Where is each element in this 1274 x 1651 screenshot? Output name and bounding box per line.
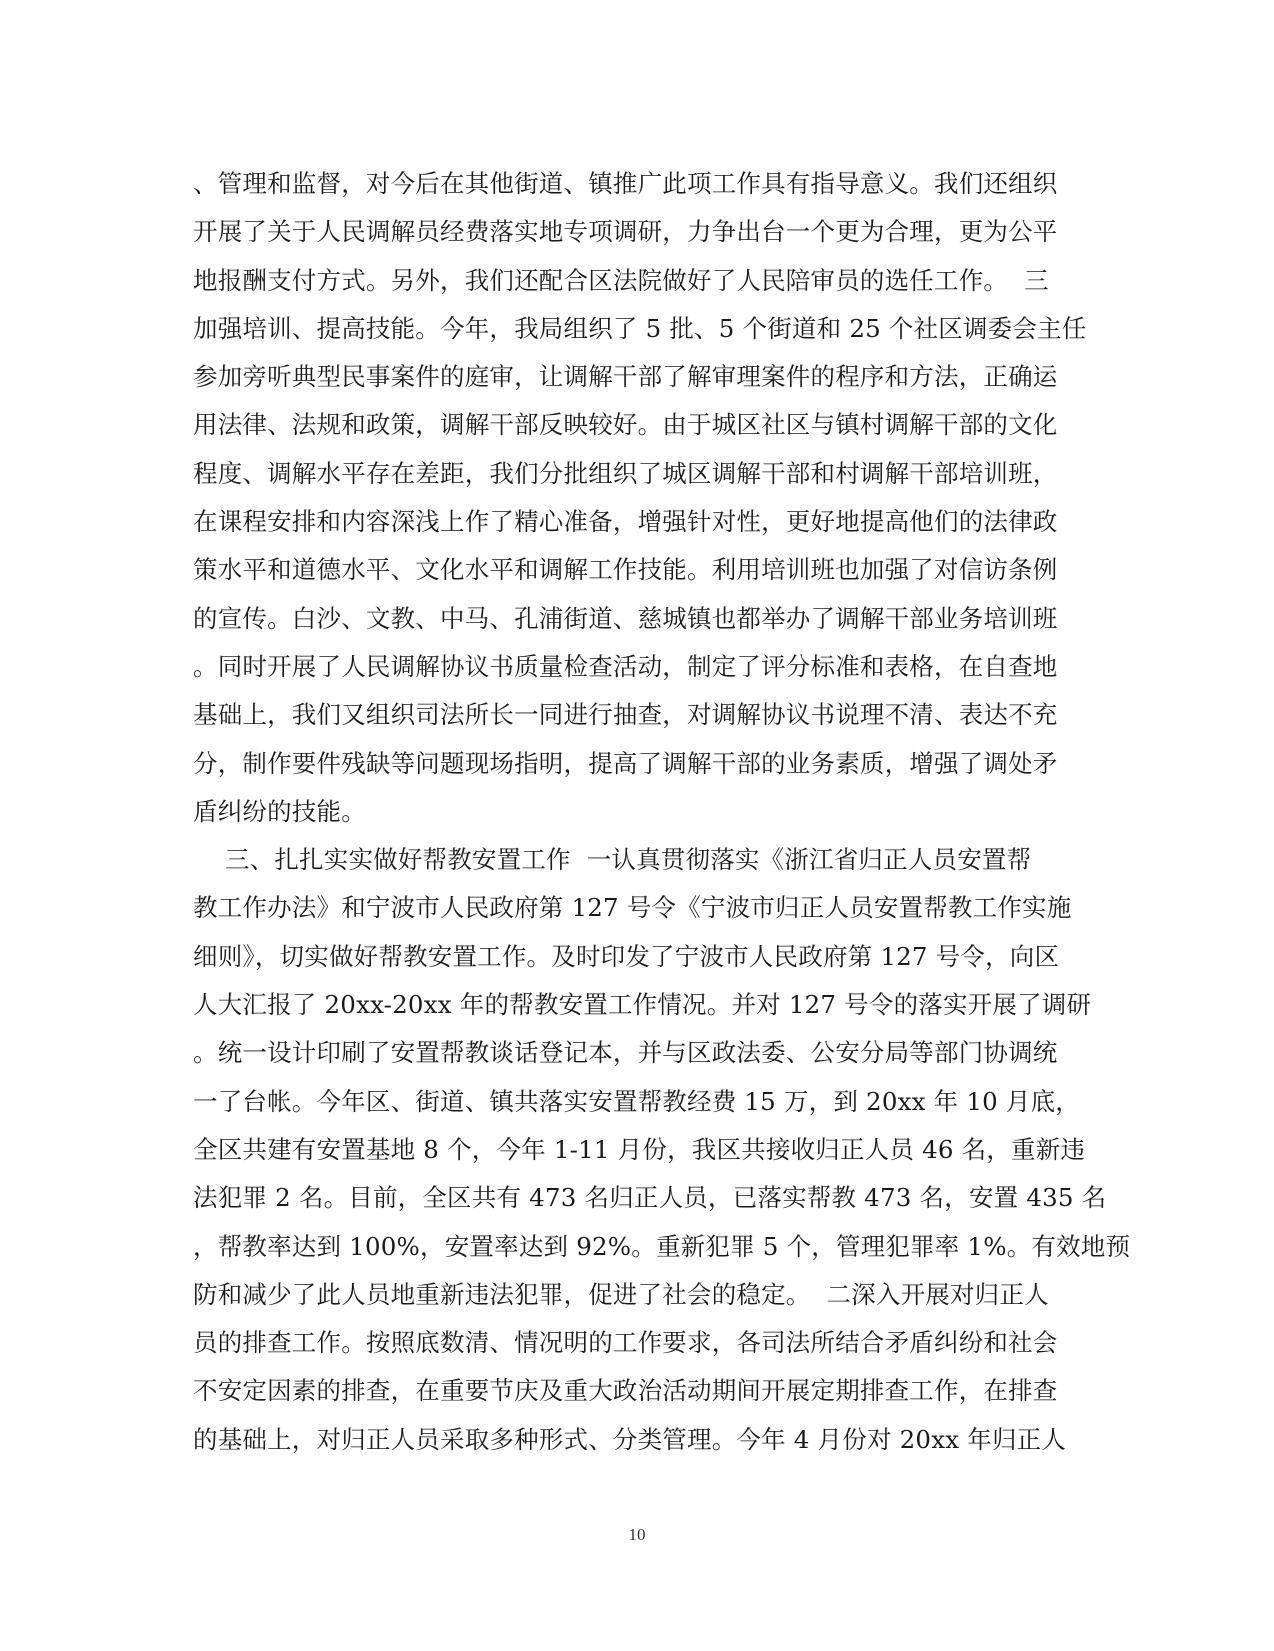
text-line: 参加旁听典型民事案件的庭审，让调解干部了解审理案件的程序和方法，正确运 — [193, 362, 1058, 392]
text-line: 。同时开展了人民调解协议书质量检查活动，制定了评分标准和表格，在自查地 — [193, 651, 1058, 681]
text-line: 分，制作要件残缺等问题现场指明，提高了调解干部的业务素质，增强了调处矛 — [193, 748, 1058, 778]
text-line: 。统一设计印刷了安置帮教谈话登记本，并与区政法委、公安分局等部门协调统 — [193, 1038, 1058, 1068]
text-line: ，帮教率达到 100%，安置率达到 92%。重新犯罪 5 个，管理犯罪率 1%。有效地预 — [193, 1231, 1131, 1261]
text-line: 盾纠纷的技能。 — [193, 796, 366, 826]
text-line: 人大汇报了 20xx-20xx 年的帮教安置工作情况。并对 127 号令的落实开展了调研 — [193, 990, 1092, 1020]
text-line: 防和减少了此人员地重新违法犯罪，促进了社会的稳定。 二深入开展对归正人 — [193, 1279, 1049, 1309]
text-line: 策水平和道德水平、文化水平和调解工作技能。利用培训班也加强了对信访条例 — [193, 555, 1058, 585]
text-line: 一了台帐。今年区、街道、镇共落实安置帮教经费 15 万，到 20xx 年 10 月底， — [193, 1086, 1080, 1116]
text-line: 三、扎扎实实做好帮教安置工作 一认真贯彻落实《浙江省归正人员安置帮 — [193, 845, 1032, 875]
text-line: 员的排查工作。按照底数清、情况明的工作要求，各司法所结合矛盾纠纷和社会 — [193, 1328, 1058, 1358]
text-line: 基础上，我们又组织司法所长一同进行抽查，对调解协议书说理不清、表达不充 — [193, 700, 1058, 730]
text-line: 教工作办法》和宁波市人民政府第 127 号令《宁波市归正人员安置帮教工作实施 — [193, 893, 1072, 923]
page-number: 10 — [628, 1525, 646, 1544]
text-line: 地报酬支付方式。另外，我们还配合区法院做好了人民陪审员的选任工作。 三 — [193, 265, 1049, 295]
text-line: 不安定因素的排查，在重要节庆及重大政治活动期间开展定期排查工作，在排查 — [193, 1376, 1058, 1406]
text-line: 的宣传。白沙、文教、中马、孔浦街道、慈城镇也都举办了调解干部业务培训班 — [193, 603, 1058, 633]
text-line: 在课程安排和内容深浅上作了精心准备，增强针对性，更好地提高他们的法律政 — [193, 507, 1058, 537]
text-line: 细则》，切实做好帮教安置工作。及时印发了宁波市人民政府第 127 号令，向区 — [193, 941, 1060, 971]
body-text — [193, 160, 1131, 1464]
text-line: 、管理和监督，对今后在其他街道、镇推广此项工作具有指导意义。我们还组织 — [193, 169, 1058, 198]
text-line: 用法律、法规和政策，调解干部反映较好。由于城区社区与镇村调解干部的文化 — [193, 410, 1058, 440]
text-line: 法犯罪 2 名。目前，全区共有 473 名归正人员，已落实帮教 473 名，安置 435 名 — [193, 1183, 1107, 1213]
text-line: 程度、调解水平存在差距，我们分批组织了城区调解干部和村调解干部培训班， — [193, 458, 1058, 488]
text-line: 开展了关于人民调解员经费落实地专项调研，力争出台一个更为合理，更为公平 — [193, 217, 1058, 247]
text-line: 的基础上，对归正人员采取多种形式、分类管理。今年 4 月份对 20xx 年归正人 — [193, 1424, 1067, 1454]
text-line: 全区共建有安置基地 8 个，今年 1-11 月份，我区共接收归正人员 46 名，重新违 — [193, 1134, 1086, 1164]
text-line: 加强培训、提高技能。今年，我局组织了 5 批、5 个街道和 25 个社区调委会主任 — [193, 313, 1087, 343]
